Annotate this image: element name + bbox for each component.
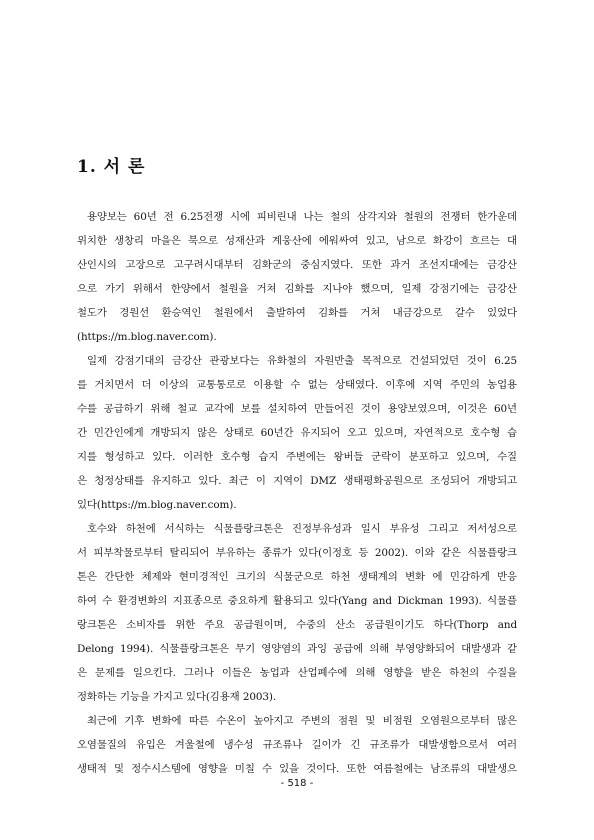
- body-text: [77, 205, 517, 781]
- text-line: 톤은 간단한 체제와 현미경적인 크기의 식물군으로 하천 생태계의 변화 에 민감하게 반응: [77, 571, 517, 583]
- text-line: 정화하는 기능을 가지고 있다(김용재 2003).: [77, 691, 277, 703]
- text-line: 은 청정상태를 유지하고 있다. 최근 이 지역이 DMZ 생태평화공원으로 조성되어 개방되고: [77, 475, 517, 487]
- text-line: 일제 강점기대의 금강산 관광보다는 유화철의 자원반출 목적으로 건설되었던 것이 6.25: [87, 355, 517, 367]
- text-line: 으로 가기 위해서 한양에서 철원을 거쳐 김화를 지나야 했으며, 일제 강점기에는 금강산: [77, 283, 517, 295]
- text-line: 를 거치면서 더 이상의 교통통로로 이용할 수 없는 상태였다. 이후에 지역 주민의 농업용: [77, 379, 517, 391]
- text-line: 철도가 경원선 환승역인 철원에서 출발하여 김화를 거쳐 내금강으로 갈수 있었다: [77, 307, 517, 319]
- text-line: 호수와 하천에 서식하는 식물플랑크톤은 진정부유성과 일시 부유성 그리고 저서성으로: [87, 523, 517, 535]
- text-line: 서 피부착물로부터 탈리되어 부유하는 종류가 있다(이정호 등 2002). 이와 같은 식물플랑크: [77, 547, 517, 559]
- text-line: 랑크톤은 소비자를 위한 주요 공급원이며, 수중의 산소 공급원이기도 하다(Thorp and: [77, 619, 517, 631]
- text-line: 수를 공급하기 위해 철교 교각에 보를 설치하여 만들어진 것이 용양보였으며, 이것은 60년: [77, 403, 517, 415]
- text-line: 지를 형성하고 있다. 이러한 호수형 습지 주변에는 왕버들 군락이 분포하고 있으며, 수질: [77, 451, 517, 463]
- page-number: - 518 -: [280, 778, 314, 789]
- text-line: 생태적 및 정수시스템에 영향을 미칠 수 있을 것이다. 또한 여름철에는 남조류의 대발생으: [77, 763, 517, 775]
- text-line: 오염물질의 유입은 겨울철에 냉수성 규조류나 길이가 긴 규조류가 대발생함으로서 여러: [77, 739, 517, 751]
- text-line: 최근에 기후 변화에 따른 수온이 높아지고 주변의 점원 및 비점원 오염원으로부터 많은: [87, 715, 517, 727]
- text-line: 용양보는 60년 전 6.25전쟁 시에 피비린내 나는 철의 삼각지와 철원의 전쟁터 한가운데: [87, 211, 517, 223]
- text-line: 은 문제를 일으킨다. 그러나 이들은 농업과 산업폐수에 의해 영향을 받은 하천의 수질을: [77, 667, 517, 679]
- text-line: 있다(https://m.blog.naver.com).: [77, 499, 237, 511]
- text-line: 하여 수 환경변화의 지표종으로 중요하게 활용되고 있다(Yang and Dickman 1993). 식물플: [77, 595, 517, 607]
- text-line: (https://m.blog.naver.com).: [77, 331, 217, 343]
- section-heading: 1. 서 론: [77, 157, 146, 177]
- text-line: 위치한 생창리 마을은 북으로 성재산과 계웅산에 에워싸여 있고, 남으로 화강이 흐르는 대: [77, 235, 517, 247]
- text-line: 산인시의 고장으로 고구려시대부터 김화군의 중심지였다. 또한 과거 조선지대에는 금강산: [77, 259, 517, 271]
- text-line: 간 민간인에게 개방되지 않은 상태로 60년간 유지되어 오고 있으며, 자연적으로 호수형 습: [77, 427, 517, 439]
- text-line: Delong 1994). 식물플랑크톤은 무기 영양염의 과잉 공급에 의해 부영양화되어 대발생과 같: [77, 643, 517, 655]
